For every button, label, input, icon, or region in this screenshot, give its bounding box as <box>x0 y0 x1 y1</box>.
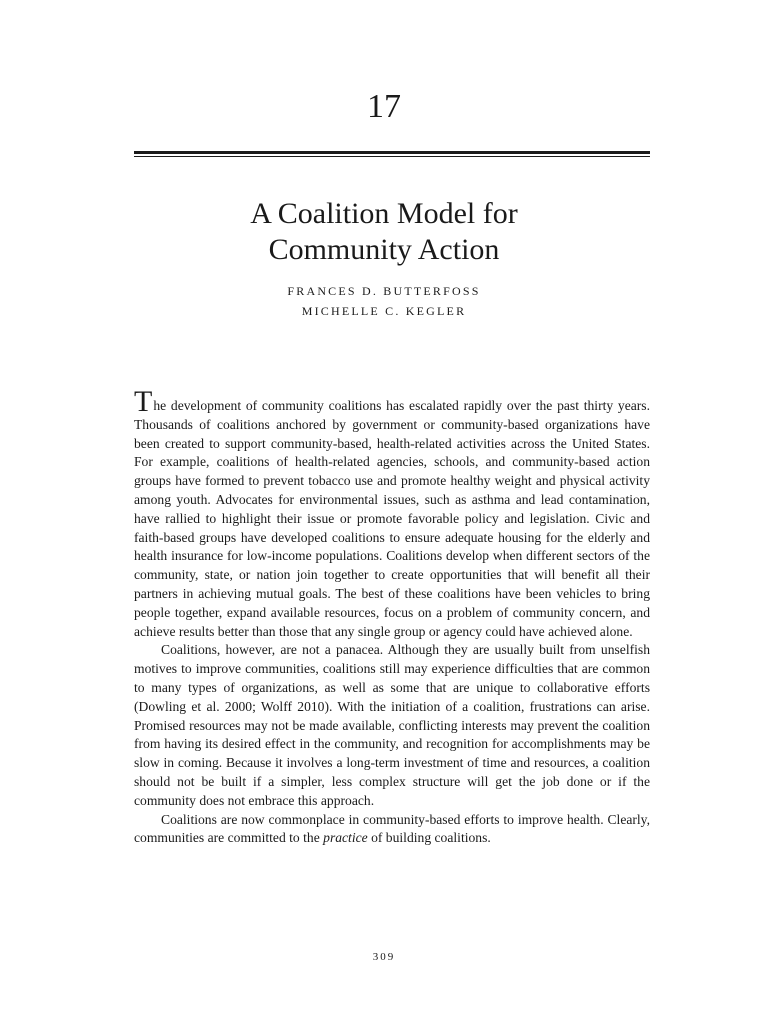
paragraph-3-text-start: Coalitions are now commonplace in community-based efforts to improve health. Clearly, communities are committed to the <box>134 811 650 846</box>
author-name: MICHELLE C. KEGLER <box>301 304 467 318</box>
paragraph-1 <box>134 385 650 641</box>
page-number: 309 <box>372 951 396 963</box>
emphasis-practice: practice <box>323 830 368 846</box>
chapter-rule-thin <box>134 156 650 157</box>
author-name: FRANCES D. BUTTERFOSS <box>287 284 481 298</box>
chapter-rule-thick <box>134 151 650 154</box>
author-list <box>0 281 768 321</box>
paragraph-2: Coalitions, however, are not a panacea. Although they are usually built from unselfish motives to improve communities, coalitions still may experience difficulties that are common to many types of organizations, as well as some that are unique to collaborative efforts (Dowling et al. 2000; Wolff 2010). With the initiation of a coalition, frustrations can arise. Promised resources may not be made available, conflicting interests may prevent the coalition from having its desired effect in the community, and recognition for accomplishments may be slow in coming. Because it involves a long-term investment of time and resources, a coalition should not be built if a simpler, less complex structure will get the job done or if the community does not embrace this approach. <box>134 642 650 808</box>
chapter-title-line-1: A Coalition Model for <box>250 197 518 230</box>
paragraph-1-text: he development of community coalitions has escalated rapidly over the past thirty years. Thousands of coalitions anchored by government or community-based organizations have been created to support community-based, health-related activities across the United States. For example, coalitions of health-related agencies, schools, and community-based action groups have formed to prevent tobacco use and promote healthy weight and physical activity among youth. Advocates for environmental issues, such as asthma and lead contamination, have rallied to highlight their issue or promote favorable policy and legislation. Civic and faith-based groups have developed coalitions to ensure adequate housing for the elderly and health insurance for low-income populations. Coalitions develop when different sectors of the community, state, or nation join together to create opportunities that will benefit all their partners in achieving mutual goals. The best of these coalitions have been vehicles to bring people together, expand available resources, focus on a problem of community concern, and achieve results better than those that any single group or agency could have achieved alone. <box>134 398 650 639</box>
body-text <box>134 385 650 848</box>
drop-cap: T <box>134 385 153 418</box>
chapter-title-line-2: Community Action <box>268 233 500 266</box>
chapter-title <box>0 196 768 268</box>
chapter-number: 17 <box>367 88 401 125</box>
paragraph-3-text-end: of building coalitions. <box>367 830 491 846</box>
paragraph-3 <box>134 811 650 849</box>
